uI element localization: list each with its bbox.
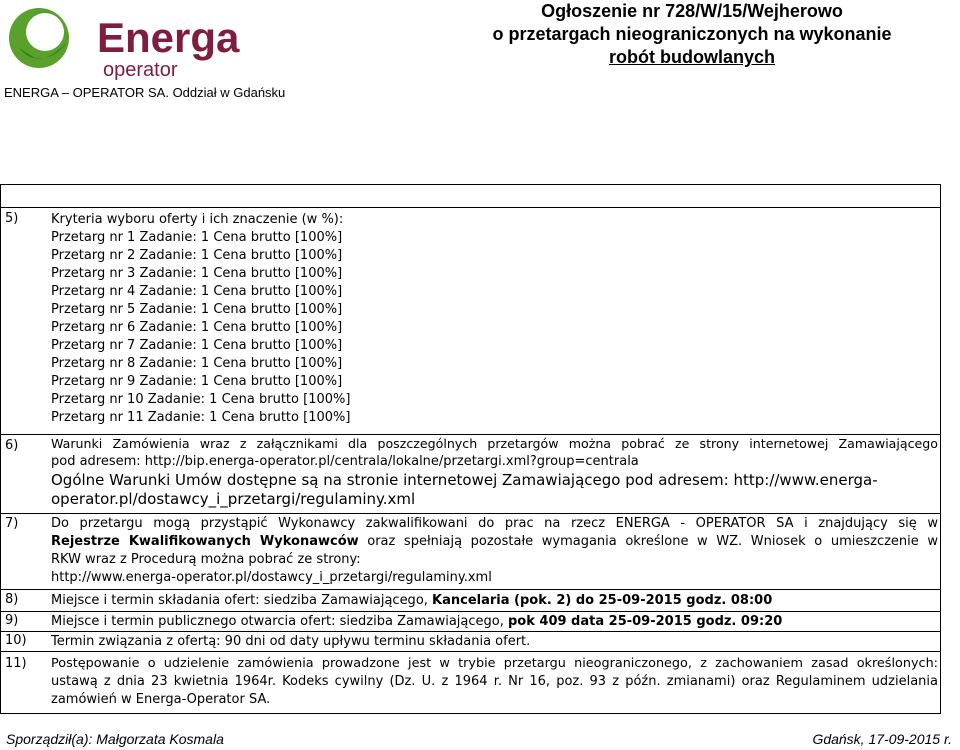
legal-basis-text: ustawą z dnia 23 kwietnia 1964r. Kodeks cywilny (Dz. U. z 1964 r. Nr 16, poz. 93 z późn. zmianami) oraz Regulaminem udzielania bbox=[51, 674, 938, 689]
announcement-table bbox=[0, 184, 941, 714]
section-number: 10) bbox=[5, 633, 27, 648]
prepared-by: Sporządził(a): Małgorzata Kosmala bbox=[6, 731, 224, 747]
criteria-item: Przetarg nr 11 Zadanie: 1 Cena brutto [100%] bbox=[51, 410, 351, 425]
procedure-mode-text: Postępowanie o udzielenie zamówienia prowadzone jest w trybie przetargu nieograniczonego, z zachowaniem zasad określonych: bbox=[51, 656, 938, 671]
criteria-item: Przetarg nr 7 Zadanie: 1 Cena brutto [100%] bbox=[51, 338, 343, 353]
section-number: 7) bbox=[5, 516, 19, 531]
place-date: Gdańsk, 17-09-2015 r. bbox=[812, 731, 952, 747]
section-number: 9) bbox=[5, 613, 19, 628]
criteria-item: Przetarg nr 8 Zadanie: 1 Cena brutto [100%] bbox=[51, 356, 343, 371]
opening-date: pok 409 data 25-09-2015 godz. 09:20 bbox=[507, 614, 783, 629]
section-9-content bbox=[51, 613, 938, 631]
announcement-title bbox=[442, 0, 942, 69]
criteria-item: Przetarg nr 1 Zadanie: 1 Cena brutto [100%] bbox=[51, 230, 343, 245]
title-line-1: Ogłoszenie nr 728/W/15/Wejherowo bbox=[541, 1, 843, 21]
criteria-item: Przetarg nr 4 Zadanie: 1 Cena brutto [100%] bbox=[51, 284, 343, 299]
logo-subtext: operator bbox=[103, 59, 178, 81]
submission-text: Miejsce i termin składania ofert: siedziba Zamawiającego, bbox=[51, 593, 433, 608]
section-10 bbox=[1, 632, 940, 652]
section-number: 11) bbox=[5, 656, 27, 671]
eligibility-registry-line bbox=[51, 533, 938, 551]
logo-wordmark: Energa bbox=[97, 14, 240, 61]
section-7-content bbox=[51, 515, 938, 587]
section-number: 5) bbox=[5, 211, 19, 226]
criteria-heading: Kryteria wyboru oferty i ich znaczenie (w %): bbox=[51, 212, 344, 227]
procedure-url: http://www.energa-operator.pl/dostawcy_i_przetargi/regulaminy.xml bbox=[51, 570, 492, 585]
section-number: 8) bbox=[5, 592, 19, 607]
criteria-item: Przetarg nr 5 Zadanie: 1 Cena brutto [100%] bbox=[51, 302, 343, 317]
binding-period-text: Termin związania z ofertą: 90 dni od daty upływu terminu składania ofert. bbox=[51, 634, 531, 649]
criteria-item: Przetarg nr 3 Zadanie: 1 Cena brutto [100%] bbox=[51, 266, 343, 281]
submission-deadline: Kancelaria (pok. 2) do 25-09-2015 godz. 08:00 bbox=[432, 593, 773, 608]
title-line-3: robót budowlanych bbox=[609, 47, 775, 67]
title-line-2: o przetargach nieograniczonych na wykonanie bbox=[492, 24, 892, 44]
conditions-text: Warunki Zamówienia wraz z załącznikami dla poszczególnych przetargów można pobrać ze strony internetowej Zamawiającego bbox=[51, 436, 938, 451]
section-7 bbox=[1, 514, 940, 590]
general-terms-url: operator.pl/dostawcy_i_przetargi/regulaminy.xml bbox=[51, 490, 416, 508]
procedure-text: RKW wraz z Procedurą można pobrać ze strony: bbox=[51, 552, 361, 567]
section-5-content bbox=[51, 211, 938, 427]
section-11 bbox=[1, 652, 940, 714]
energa-logo-icon bbox=[5, 2, 275, 82]
criteria-item: Przetarg nr 9 Zadanie: 1 Cena brutto [100%] bbox=[51, 374, 343, 389]
general-terms-text: Ogólne Warunki Umów dostępne są na stronie internetowej Zamawiającego pod adresem: http://www.energa- bbox=[51, 471, 878, 489]
registry-name: Rejestrze Kwalifikowanych Wykonawców bbox=[51, 534, 359, 549]
table-top-strip bbox=[1, 185, 940, 208]
criteria-item: Przetarg nr 10 Zadanie: 1 Cena brutto [100%] bbox=[51, 392, 351, 407]
section-8-content bbox=[51, 592, 938, 610]
section-6 bbox=[1, 435, 940, 514]
section-9 bbox=[1, 612, 940, 632]
conditions-url: pod adresem: http://bip.energa-operator.pl/centrala/lokalne/przetargi.xml?group=centrala bbox=[51, 454, 639, 469]
eligibility-text: Do przetargu mogą przystąpić Wykonawcy zakwalifikowani do prac na rzecz ENERGA - OPERATOR SA i znajdujący się w bbox=[51, 516, 938, 531]
opening-text: Miejsce i termin publicznego otwarcia ofert: siedziba Zamawiającego, bbox=[51, 614, 508, 629]
criteria-item: Przetarg nr 6 Zadanie: 1 Cena brutto [100%] bbox=[51, 320, 343, 335]
section-6-content bbox=[51, 435, 938, 509]
section-8 bbox=[1, 590, 940, 612]
regulations-text: zamówień w Energa-Operator SA. bbox=[51, 692, 271, 707]
energa-operator-logo bbox=[5, 2, 275, 82]
section-number: 6) bbox=[5, 438, 19, 453]
registry-rest: oraz spełniają pozostałe wymagania określone w WZ. Wniosek o umieszczenie w bbox=[358, 534, 938, 549]
section-5 bbox=[1, 207, 940, 435]
section-11-content bbox=[51, 655, 938, 709]
criteria-item: Przetarg nr 2 Zadanie: 1 Cena brutto [100%] bbox=[51, 248, 343, 263]
company-name: ENERGA – OPERATOR SA. Oddział w Gdańsku bbox=[4, 85, 286, 100]
